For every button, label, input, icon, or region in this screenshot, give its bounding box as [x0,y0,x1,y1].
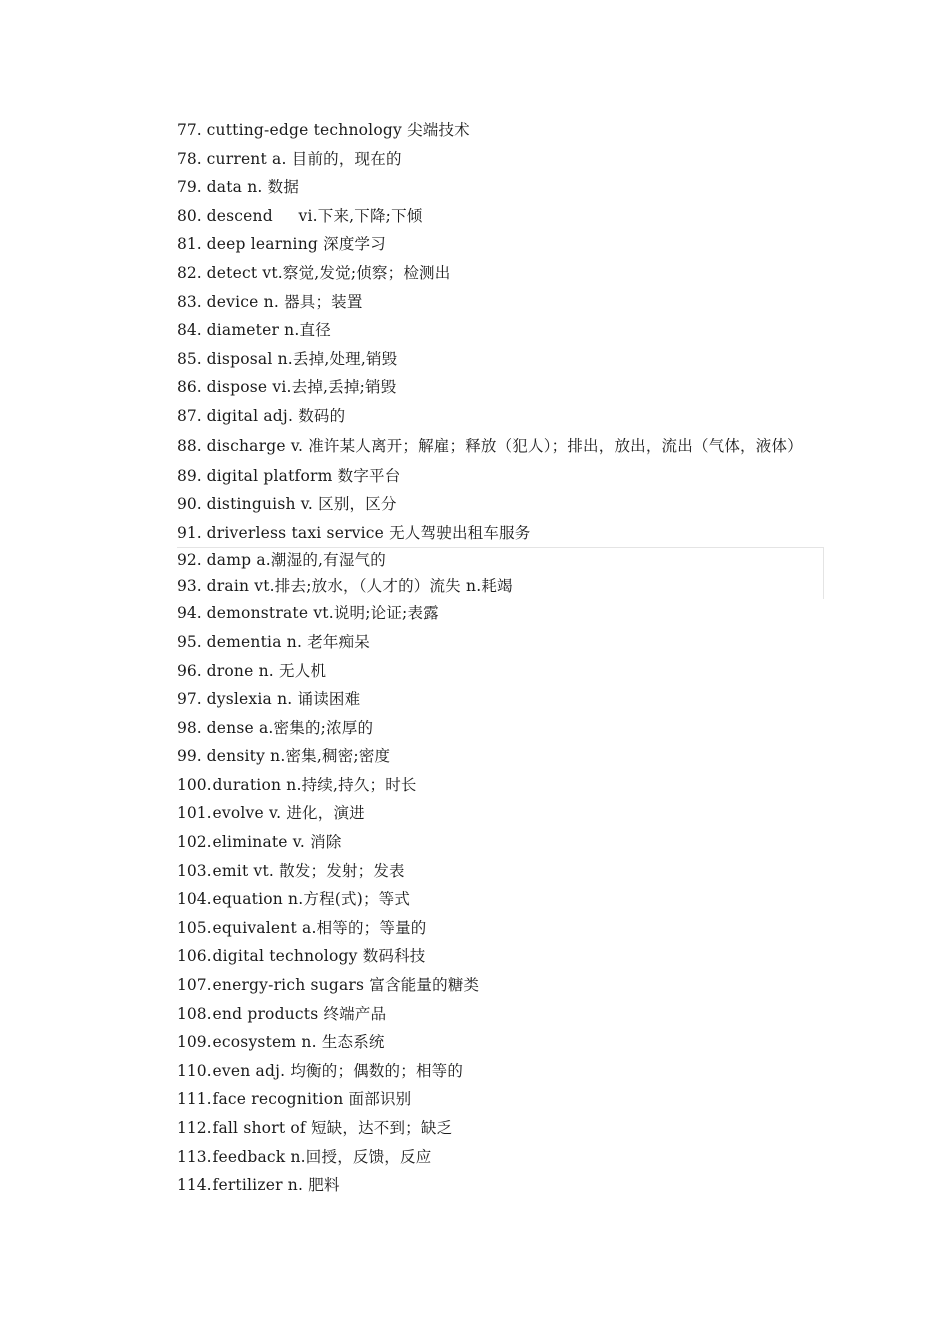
entry-number: 78. [177,149,202,168]
entry-number: 96. [177,661,202,680]
list-item [177,628,817,657]
list-item [177,799,817,828]
entry-text: detect vt.察觉,发觉;侦察；检测出 [206,263,451,282]
entry-text: face recognition 面部识别 [212,1090,412,1109]
list-item [177,345,817,374]
list-item [177,1028,817,1057]
list-item [177,173,817,202]
entry-number: 112. [177,1119,212,1137]
list-item [177,742,817,771]
list-item [177,1057,817,1086]
entry-number: 89. [177,466,202,485]
entry-number: 105. [177,918,212,937]
entry-text: digital platform 数字平台 [206,466,401,485]
entry-number: 84. [177,321,202,340]
entry-number: 103. [177,861,212,880]
entry-text: damp a.潮湿的,有湿气的 [206,551,386,570]
list-item [177,373,817,402]
entry-text: diameter n.直径 [206,321,331,340]
entry-number: 86. [177,378,202,397]
entry-text: emit vt. 散发；发射；发表 [212,861,405,880]
entry-text: descend vi.下来,下降;下倾 [206,206,423,225]
entry-text: dyslexia n. 诵读困难 [206,690,361,709]
list-item [177,462,817,491]
entry-text: data n. 数据 [206,178,300,197]
entry-text: discharge v. 准许某人离开；解雇；释放（犯人）；排出，放出，流出（气体，液体） [206,436,803,455]
list-item [177,230,817,259]
list-item [177,828,817,857]
entry-text: cutting-edge technology 尖端技术 [206,121,470,139]
list-item [177,599,817,628]
entry-number: 106. [177,947,212,966]
list-item [177,771,817,800]
entry-text: disposal n.丢掉,处理,销毁 [206,349,398,368]
entry-number: 101. [177,804,212,823]
entry-number: 102. [177,833,212,852]
vocabulary-list [177,116,817,1200]
list-item [177,316,817,345]
entry-text: deep learning 深度学习 [206,235,386,254]
list-item [177,548,823,574]
entry-text: demonstrate vt.说明;论证;表露 [206,604,439,623]
entry-number: 108. [177,1004,212,1023]
entry-number: 88. [177,436,202,455]
list-item [177,490,817,519]
entry-text: dispose vi.去掉,丢掉;销毁 [206,378,397,397]
entry-text: equation n.方程(式)；等式 [212,890,411,909]
entry-text: fall short of 短缺，达不到；缺乏 [212,1119,453,1137]
entry-number: 80. [177,206,202,225]
list-item [177,885,817,914]
entry-text: drain vt.排去;放水，（人才的）流失 n.耗竭 [206,576,513,595]
entry-number: 85. [177,349,202,368]
entry-text: drone n. 无人机 [206,661,327,680]
list-item [177,1000,817,1029]
entry-number: 83. [177,292,202,311]
entry-number: 94. [177,604,202,623]
list-item [177,1171,817,1200]
entry-text: even adj. 均衡的；偶数的；相等的 [212,1061,464,1080]
entry-number: 97. [177,690,202,709]
entry-number: 95. [177,632,202,651]
entry-number: 99. [177,747,202,766]
entry-text: density n.密集,稠密;密度 [206,747,391,766]
entry-number: 77. [177,121,202,139]
entry-text: equivalent a.相等的；等量的 [212,918,427,937]
list-item [177,942,817,971]
entry-number: 113. [177,1147,212,1166]
list-item [177,116,817,145]
list-item [177,288,817,317]
entry-number: 98. [177,718,202,737]
entry-text: evolve v. 进化，演进 [212,804,365,823]
entry-text: dense a.密集的;浓厚的 [206,718,374,737]
entry-text: ecosystem n. 生态系统 [212,1033,385,1052]
entry-number: 82. [177,263,202,282]
list-item [177,431,817,462]
list-item [177,914,817,943]
entry-number: 93. [177,576,202,595]
entry-number: 91. [177,523,202,542]
entry-text: dementia n. 老年痴呆 [206,632,370,651]
entry-number: 114. [177,1176,212,1195]
list-item [177,971,817,1000]
entry-text: feedback n.回授，反馈，反应 [212,1147,432,1166]
entry-number: 110. [177,1061,212,1080]
entry-text: device n. 器具；装置 [206,292,363,311]
entry-number: 87. [177,406,202,425]
entry-number: 104. [177,890,212,909]
entry-number: 92. [177,551,202,570]
entry-text: digital adj. 数码的 [206,406,346,425]
list-item [177,202,817,231]
list-item [177,259,817,288]
list-item [177,145,817,174]
entry-text: digital technology 数码科技 [212,947,426,966]
entry-text: energy-rich sugars 富含能量的糖类 [212,976,480,995]
list-item [177,1143,817,1172]
entry-text: driverless taxi service 无人驾驶出租车服务 [206,523,531,542]
entry-text: duration n.持续,持久；时长 [212,775,417,794]
list-item [177,714,817,743]
list-item [177,519,817,548]
list-item [177,857,817,886]
entry-text: current a. 目前的，现在的 [206,149,402,168]
list-item [177,1114,817,1143]
list-item [177,574,823,600]
list-item [177,685,817,714]
list-item [177,1085,817,1114]
entry-number: 100. [177,775,212,794]
entry-text: distinguish v. 区别，区分 [206,495,397,514]
entry-text: end products 终端产品 [212,1004,387,1023]
list-item [177,402,817,431]
entry-text: fertilizer n. 肥料 [212,1176,340,1195]
entry-number: 107. [177,976,212,995]
entry-number: 79. [177,178,202,197]
entry-number: 111. [177,1090,212,1109]
entry-text: eliminate v. 消除 [212,833,342,852]
entry-number: 90. [177,495,202,514]
boxed-entry-group [177,547,824,599]
entry-number: 109. [177,1033,212,1052]
list-item [177,657,817,686]
entry-number: 81. [177,235,202,254]
